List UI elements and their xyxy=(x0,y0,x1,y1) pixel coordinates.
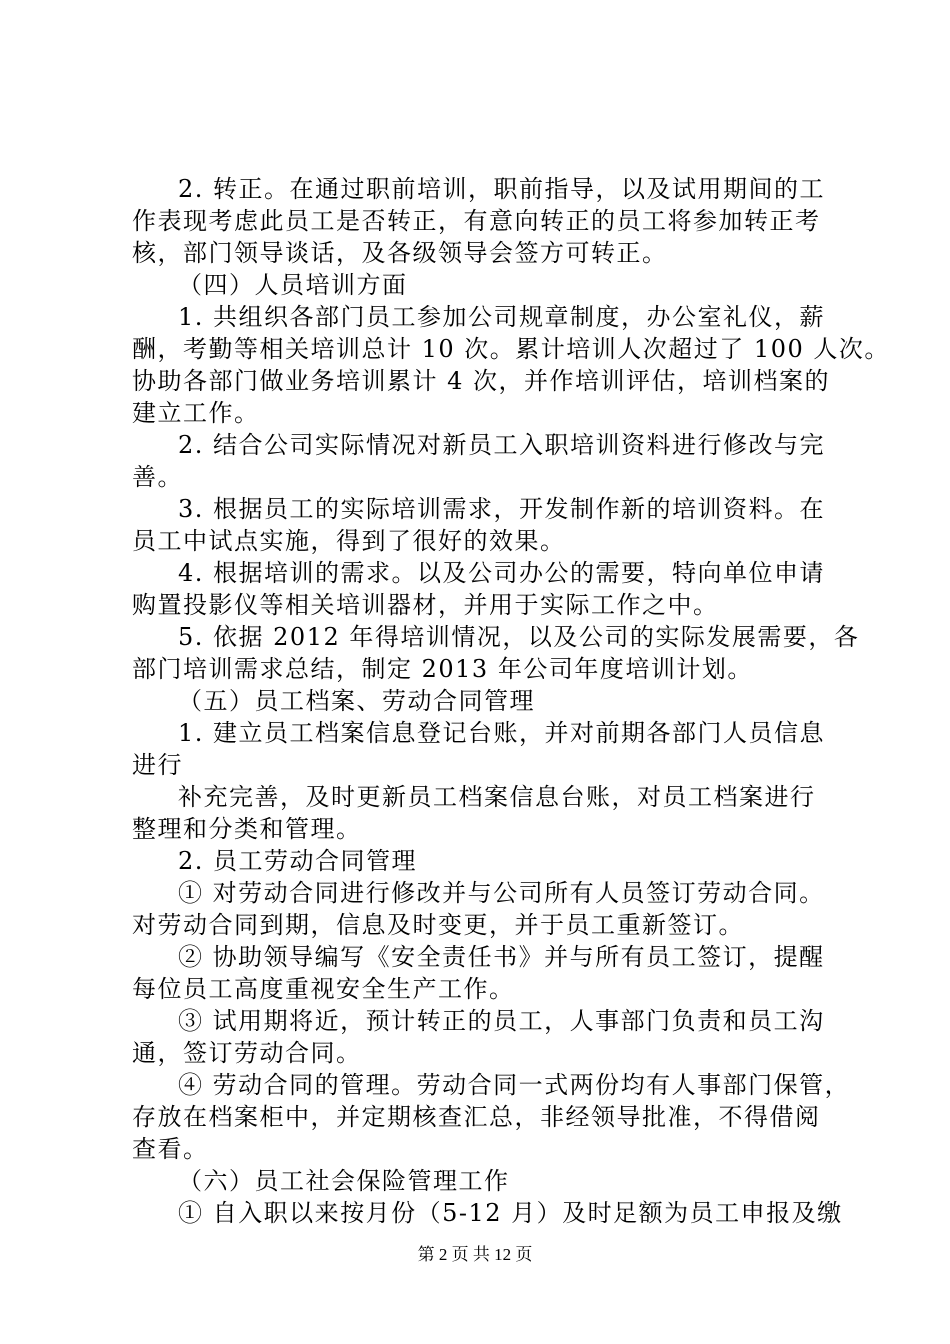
text-line: 5. 依据 2012 年得培训情况，以及公司的实际发展需要，各 xyxy=(178,623,860,651)
text-line: 1. 建立员工档案信息登记台账，并对前期各部门人员信息 xyxy=(178,719,826,747)
text-line: 员工中试点实施，得到了很好的效果。 xyxy=(132,527,566,555)
text-line: 整理和分类和管理。 xyxy=(132,815,362,843)
text-line: 建立工作。 xyxy=(132,399,260,427)
text-line: 3. 根据员工的实际培训需求，开发制作新的培训资料。在 xyxy=(178,495,826,523)
text-line: 协助各部门做业务培训累计 4 次，并作培训评估，培训档案的 xyxy=(132,367,831,395)
text-line: 1. 共组织各部门员工参加公司规章制度，办公室礼仪，薪 xyxy=(178,303,826,331)
text-line: 对劳动合同到期，信息及时变更，并于员工重新签订。 xyxy=(132,911,744,939)
text-line: 购置投影仪等相关培训器材，并用于实际工作之中。 xyxy=(132,591,719,619)
section-heading: （四）人员培训方面 xyxy=(178,271,408,299)
text-line: 4. 根据培训的需求。以及公司办公的需要，特向单位申请 xyxy=(178,559,826,587)
text-line: 核，部门领导谈话，及各级领导会签方可转正。 xyxy=(132,239,668,267)
text-line: 每位员工高度重视安全生产工作。 xyxy=(132,975,515,1003)
text-line: 2. 转正。在通过职前培训，职前指导，以及试用期间的工 xyxy=(178,175,826,203)
text-line: 2. 结合公司实际情况对新员工入职培训资料进行修改与完 xyxy=(178,431,826,459)
page-footer: 第 2 页 共 12 页 xyxy=(417,1245,533,1264)
text-line: 部门培训需求总结，制定 2013 年公司年度培训计划。 xyxy=(132,655,753,683)
text-line: ① 对劳动合同进行修改并与公司所有人员签订劳动合同。 xyxy=(178,879,825,907)
text-line: 酬，考勤等相关培训总计 10 次。累计培训人次超过了 100 人次。 xyxy=(132,335,890,363)
section-heading: （六）员工社会保险管理工作 xyxy=(178,1167,510,1195)
section-heading: （五）员工档案、劳动合同管理 xyxy=(178,687,535,715)
text-line: 查看。 xyxy=(132,1135,209,1163)
text-line: 存放在档案柜中，并定期核查汇总，非经领导批准，不得借阅 xyxy=(132,1103,821,1131)
text-line: 通，签订劳动合同。 xyxy=(132,1039,362,1067)
text-line: ② 协助领导编写《安全责任书》并与所有员工签订，提醒 xyxy=(178,943,825,971)
text-line: 补充完善，及时更新员工档案信息台账，对员工档案进行 xyxy=(178,783,816,811)
text-line: ③ 试用期将近，预计转正的员工，人事部门负责和员工沟 xyxy=(178,1007,825,1035)
text-line: 善。 xyxy=(132,463,183,491)
text-line: 2. 员工劳动合同管理 xyxy=(178,847,418,875)
text-line: ① 自入职以来按月份（5-12 月）及时足额为员工申报及缴 xyxy=(178,1199,843,1227)
text-line: 作表现考虑此员工是否转正，有意向转正的员工将参加转正考 xyxy=(132,207,821,235)
text-line: ④ 劳动合同的管理。劳动合同一式两份均有人事部门保管， xyxy=(178,1071,851,1099)
text-line: 进行 xyxy=(132,751,183,779)
